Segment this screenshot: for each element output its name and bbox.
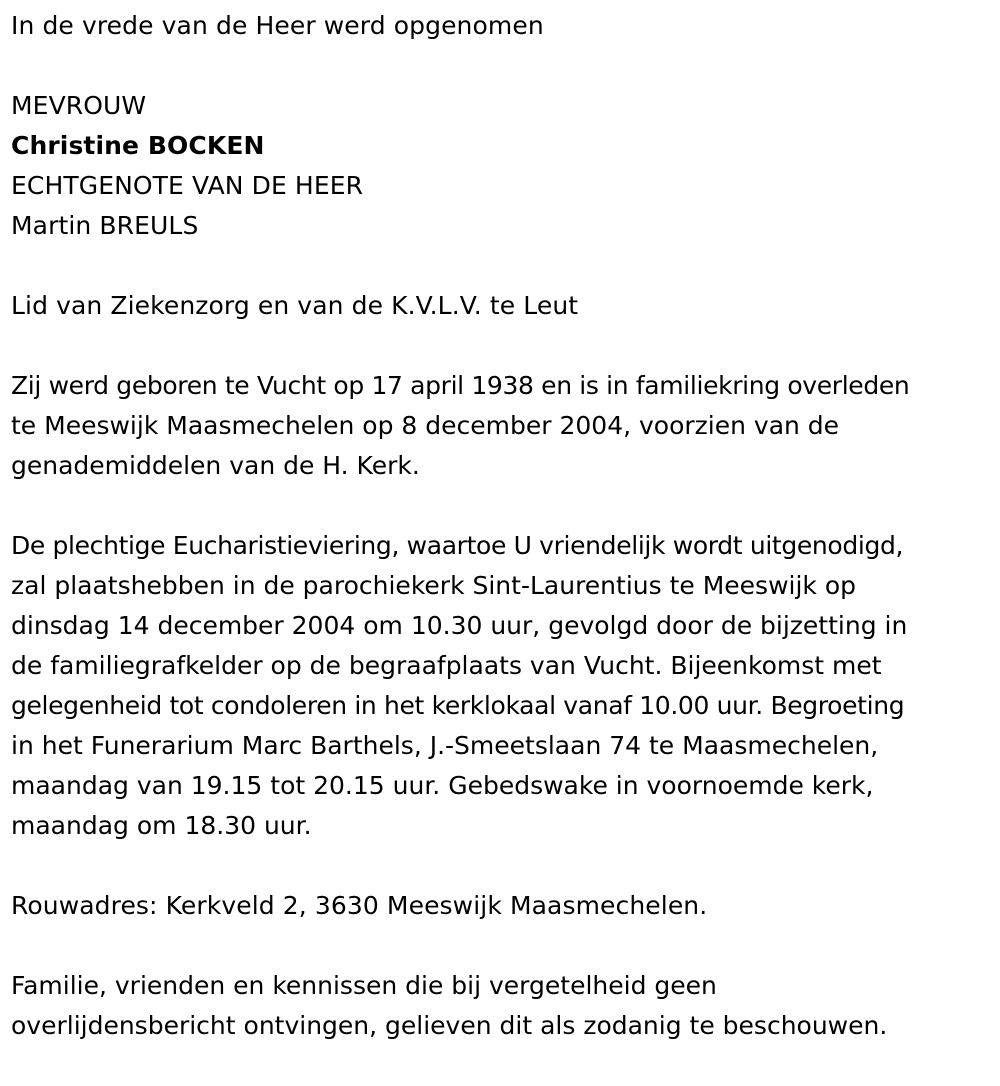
paragraph-line: Zij werd geboren te Vucht op 17 april 1938 en is in familiekring overleden	[11, 371, 910, 400]
spouse-name: Martin BREULS	[11, 211, 199, 240]
spacer	[11, 486, 996, 526]
paragraph-line: De plechtige Eucharistieviering, waartoe U vriendelijk wordt uitgenodigd,	[11, 531, 904, 560]
paragraph-line: overlijdensbericht ontvingen, gelieven dit als zodanig te beschouwen.	[11, 1011, 888, 1040]
spacer	[11, 846, 996, 886]
relation-line: ECHTGENOTE VAN DE HEER	[11, 171, 364, 200]
birth-death-paragraph	[11, 366, 996, 486]
spacer	[11, 46, 996, 86]
paragraph-line: genademiddelen van de H. Kerk.	[11, 451, 420, 480]
paragraph-line: Familie, vrienden en kennissen die bij vergetelheid geen	[11, 971, 717, 1000]
title-line: MEVROUW	[11, 91, 147, 120]
paragraph-line: gelegenheid tot condoleren in het kerklokaal vanaf 10.00 uur. Begroeting	[11, 691, 905, 720]
paragraph-line: te Meeswijk Maasmechelen op 8 december 2004, voorzien van de	[11, 411, 840, 440]
intro-line: In de vrede van de Heer werd opgenomen	[11, 11, 544, 40]
obituary-document	[11, 6, 996, 1046]
closing-paragraph	[11, 966, 996, 1046]
paragraph-line: maandag van 19.15 tot 20.15 uur. Gebedswake in voornoemde kerk,	[11, 771, 874, 800]
paragraph-line: dinsdag 14 december 2004 om 10.30 uur, gevolgd door de bijzetting in	[11, 611, 908, 640]
ceremony-paragraph	[11, 526, 996, 846]
paragraph-line: in het Funerarium Marc Barthels, J.-Smeetslaan 74 te Maasmechelen,	[11, 731, 879, 760]
spacer	[11, 926, 996, 966]
deceased-name: Christine BOCKEN	[11, 131, 265, 160]
paragraph-line: maandag om 18.30 uur.	[11, 811, 312, 840]
membership-line: Lid van Ziekenzorg en van de K.V.L.V. te Leut	[11, 291, 579, 320]
spacer	[11, 326, 996, 366]
paragraph-line: zal plaatshebben in de parochiekerk Sint-Laurentius te Meeswijk op	[11, 571, 856, 600]
paragraph-line: de familiegrafkelder op de begraafplaats van Vucht. Bijeenkomst met	[11, 651, 882, 680]
spacer	[11, 246, 996, 286]
address-line: Rouwadres: Kerkveld 2, 3630 Meeswijk Maasmechelen.	[11, 891, 708, 920]
